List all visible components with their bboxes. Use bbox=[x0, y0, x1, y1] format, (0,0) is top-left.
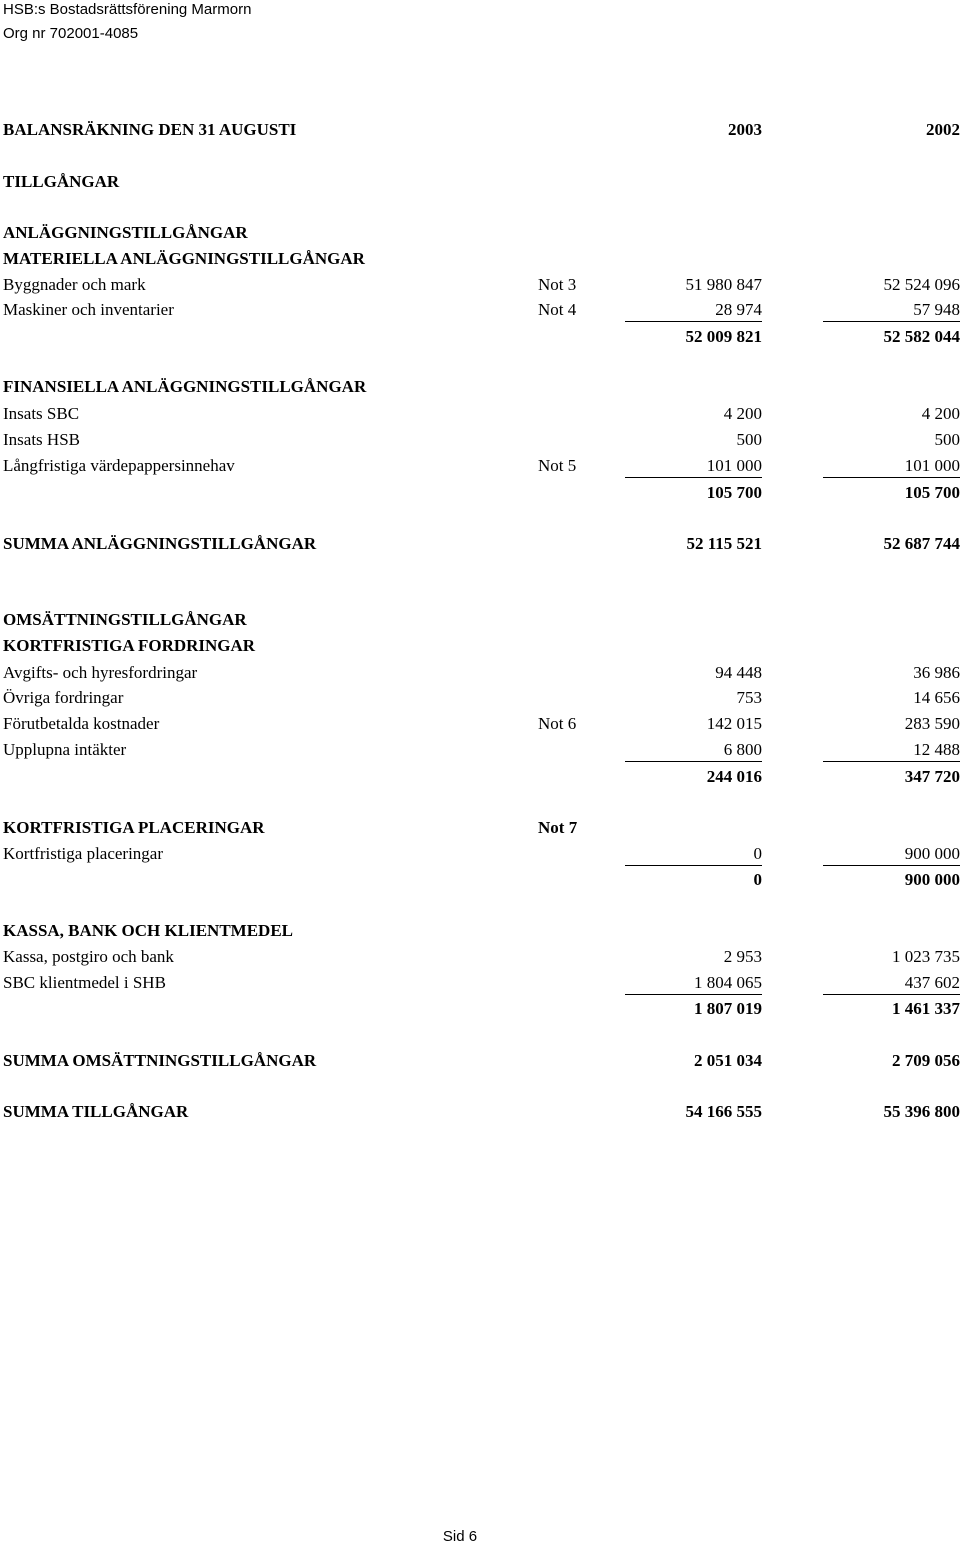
value-2003: 54 166 555 bbox=[685, 1102, 762, 1121]
row-label: SUMMA TILLGÅNGAR bbox=[3, 1102, 189, 1121]
table-row bbox=[0, 403, 960, 425]
value-2003: 52 115 521 bbox=[686, 534, 762, 553]
row-note: Not 7 bbox=[538, 818, 578, 837]
value-2003: 0 bbox=[753, 870, 762, 889]
value-2002: 12 488 bbox=[823, 739, 960, 762]
table-row bbox=[0, 713, 960, 735]
row-label: TILLGÅNGAR bbox=[3, 172, 120, 191]
table-row bbox=[0, 274, 960, 296]
value-2003: 1 807 019 bbox=[694, 999, 762, 1018]
value-2003: 101 000 bbox=[625, 455, 762, 478]
value-2002: 101 000 bbox=[823, 455, 960, 478]
value-2003: 6 800 bbox=[625, 739, 762, 762]
subtotal-row bbox=[0, 766, 960, 788]
row-label: SBC klientmedel i SHB bbox=[3, 973, 166, 992]
table-row bbox=[0, 376, 960, 398]
value-2003: 51 980 847 bbox=[685, 275, 762, 294]
row-label: Upplupna intäkter bbox=[3, 740, 127, 759]
value-2003: 0 bbox=[625, 843, 762, 866]
row-label: Maskiner och inventarier bbox=[3, 300, 174, 319]
value-2003: 94 448 bbox=[715, 663, 762, 682]
row-label: Kassa, postgiro och bank bbox=[3, 947, 174, 966]
row-note: Not 6 bbox=[538, 714, 577, 733]
row-label: OMSÄTTNINGSTILLGÅNGAR bbox=[3, 610, 247, 629]
table-row bbox=[0, 609, 960, 631]
table-row bbox=[0, 455, 960, 477]
value-2002: 900 000 bbox=[904, 870, 960, 889]
row-label: SUMMA ANLÄGGNINGSTILLGÅNGAR bbox=[3, 534, 317, 553]
row-label: SUMMA OMSÄTTNINGSTILLGÅNGAR bbox=[3, 1051, 317, 1070]
value-2003: 753 bbox=[736, 688, 762, 707]
value-2003: 500 bbox=[736, 430, 762, 449]
row-label: Övriga fordringar bbox=[3, 688, 124, 707]
row-label: Insats HSB bbox=[3, 430, 80, 449]
row-label: Byggnader och mark bbox=[3, 275, 146, 294]
value-2002: 52 687 744 bbox=[883, 534, 960, 553]
row-label: Långfristiga värdepappersinnehav bbox=[3, 456, 235, 475]
value-2002: 36 986 bbox=[913, 663, 960, 682]
value-2003: 1 804 065 bbox=[625, 972, 762, 995]
table-row bbox=[0, 687, 960, 709]
table-row bbox=[0, 635, 960, 657]
table-row bbox=[0, 429, 960, 451]
value-2003: 4 200 bbox=[723, 404, 762, 423]
row-label: Förutbetalda kostnader bbox=[3, 714, 160, 733]
table-row bbox=[0, 248, 960, 270]
table-row bbox=[0, 920, 960, 942]
value-2002: 14 656 bbox=[913, 688, 960, 707]
value-2002: 55 396 800 bbox=[883, 1102, 960, 1121]
value-2002: 105 700 bbox=[904, 483, 960, 502]
value-2003: 2 051 034 bbox=[694, 1051, 762, 1070]
table-row bbox=[0, 171, 960, 193]
value-2002: 437 602 bbox=[823, 972, 960, 995]
table-row bbox=[0, 946, 960, 968]
value-2003: 244 016 bbox=[706, 767, 762, 786]
value-2003: 28 974 bbox=[625, 299, 762, 322]
value-2002: 57 948 bbox=[823, 299, 960, 322]
value-2002: 900 000 bbox=[823, 843, 960, 866]
value-2002: 4 200 bbox=[921, 404, 960, 423]
table-row bbox=[0, 533, 960, 555]
value-2002: 347 720 bbox=[904, 767, 960, 786]
value-2003: 2 953 bbox=[723, 947, 762, 966]
table-row bbox=[0, 843, 960, 865]
row-note: Not 3 bbox=[538, 275, 577, 294]
row-label: KASSA, BANK OCH KLIENTMEDEL bbox=[3, 921, 293, 940]
value-2002: 1 023 735 bbox=[892, 947, 960, 966]
value-2003: 52 009 821 bbox=[685, 327, 762, 346]
organization-number: Org nr 702001-4085 bbox=[3, 25, 139, 42]
year-previous-header: 2002 bbox=[926, 120, 960, 139]
value-2003: 142 015 bbox=[706, 714, 762, 733]
subtotal-row bbox=[0, 869, 960, 891]
table-row bbox=[0, 299, 960, 321]
row-label: KORTFRISTIGA FORDRINGAR bbox=[3, 636, 256, 655]
row-label: Kortfristiga placeringar bbox=[3, 844, 164, 863]
subtotal-row bbox=[0, 482, 960, 504]
table-row bbox=[0, 1050, 960, 1072]
row-note: Not 5 bbox=[538, 456, 577, 475]
balance-sheet-title: BALANSRÄKNING DEN 31 AUGUSTI bbox=[3, 120, 297, 139]
row-label: Avgifts- och hyresfordringar bbox=[3, 663, 198, 682]
value-2002: 52 524 096 bbox=[883, 275, 960, 294]
year-current-header: 2003 bbox=[728, 120, 762, 139]
value-2002: 500 bbox=[934, 430, 960, 449]
row-label: KORTFRISTIGA PLACERINGAR bbox=[3, 818, 265, 837]
row-label: Insats SBC bbox=[3, 404, 80, 423]
row-label: ANLÄGGNINGSTILLGÅNGAR bbox=[3, 223, 248, 242]
row-note: Not 4 bbox=[538, 300, 577, 319]
row-label: FINANSIELLA ANLÄGGNINGSTILLGÅNGAR bbox=[3, 377, 367, 396]
value-2002: 283 590 bbox=[904, 714, 960, 733]
table-row bbox=[0, 817, 960, 839]
table-row bbox=[0, 222, 960, 244]
organization-name: HSB:s Bostadsrättsförening Marmorn bbox=[3, 1, 252, 18]
value-2002: 52 582 044 bbox=[883, 327, 960, 346]
table-row bbox=[0, 972, 960, 994]
row-label: MATERIELLA ANLÄGGNINGSTILLGÅNGAR bbox=[3, 249, 365, 268]
balance-sheet-title-row bbox=[0, 119, 960, 141]
table-row bbox=[0, 662, 960, 684]
subtotal-row bbox=[0, 998, 960, 1020]
subtotal-row bbox=[0, 326, 960, 348]
page-number: Sid 6 bbox=[442, 1528, 478, 1545]
table-row bbox=[0, 739, 960, 761]
value-2003: 105 700 bbox=[706, 483, 762, 502]
value-2002: 1 461 337 bbox=[892, 999, 960, 1018]
table-row bbox=[0, 1101, 960, 1123]
value-2002: 2 709 056 bbox=[892, 1051, 960, 1070]
